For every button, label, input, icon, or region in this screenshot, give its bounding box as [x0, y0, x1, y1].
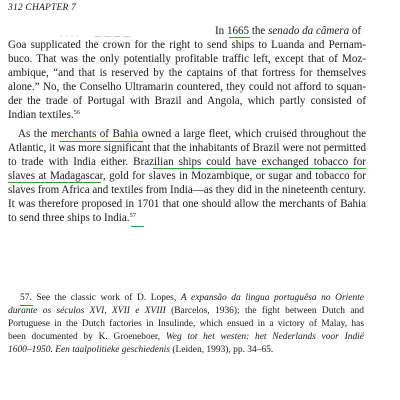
- underline-footnote-57: [20, 305, 33, 306]
- italic-title: durante os séculos XVI, XVII e XVIII: [8, 306, 166, 316]
- body-line-4: ambique, “and that is reserved by the captains of that fortress for themselves: [8, 67, 366, 79]
- italic-title: A expansão da lingua portuguêsa no Oriente: [180, 293, 365, 303]
- body-line-14: [8, 211, 136, 225]
- body-line-5: alone.” No, the Conselho Ultramarin countered, they could not afford to squan-: [8, 81, 366, 93]
- merchants-of-bahia: merchants of Bahia: [50, 128, 139, 140]
- body-line-9: Atlantic, it was more significant that the inhabitants of Brazil were not permitted: [8, 142, 366, 154]
- body-line-2: Goa supplicated the crown for the right to send ships to Luanda and Pernam-: [8, 39, 366, 51]
- text-segment: In: [215, 25, 227, 37]
- body-line-8: [18, 127, 366, 141]
- text-segment: (Leiden, 1993), pp. 34–65.: [169, 345, 274, 355]
- text-segment: been documented by K. Groeneboer,: [8, 332, 166, 342]
- text-segment: See the classic work of D. Lopes,: [31, 293, 181, 303]
- footnote-number-57: 57.: [20, 293, 32, 303]
- text-segment: (Barcelos, 1936); the fight between Dutch and: [165, 306, 364, 316]
- underlined-phrase: Brazilian ships could have exchanged tobacco for: [133, 156, 366, 168]
- footnote-ref-56: 56: [73, 109, 81, 116]
- italic-title: 1600–1950. Een taalpolitieke geschiedenis: [8, 345, 170, 355]
- footnote-line-3: Portuguese in the Dutch factories in Insulinde, which ensued in a victory of Malay, has: [8, 319, 364, 329]
- body-line-3: buco. That was the only potentially profitable traffic left, except that of Moz-: [8, 53, 366, 65]
- body-line-13: It was therefore proposed in 1701 that one should allow the merchants of Bahia: [8, 198, 366, 210]
- italic-title: Weg tot het westen: het Nederlands voor Indië: [165, 332, 364, 342]
- text-segment: the: [249, 25, 269, 37]
- footnote-line-1: [20, 292, 364, 305]
- footnote-line-2: [8, 305, 364, 318]
- body-line-1: [215, 24, 361, 38]
- text-segment: of: [349, 25, 362, 37]
- text-segment: to send three ships to India.: [8, 212, 130, 224]
- body-line-10: [8, 155, 366, 169]
- underline-footnote-ref-57: [131, 226, 144, 227]
- text-segment: Indian textiles.: [8, 109, 74, 121]
- underlined-phrase: slaves at Madagascar: [8, 170, 103, 182]
- year-1665: 1665: [226, 25, 250, 37]
- footnote-ref-57: 57: [129, 212, 136, 219]
- running-header: 312 CHAPTER 7: [8, 3, 77, 13]
- text-segment: , gold for slaves in Mozambique, or sugar and tobacco for: [102, 170, 366, 182]
- body-line-6: der the trade of Portugal with Brazil and Angola, which partly consisted of: [8, 95, 366, 107]
- footnote-line-4: [8, 331, 364, 344]
- faint-marks-right: — — — —: [95, 34, 131, 40]
- body-line-11: [8, 169, 366, 183]
- text-segment: As the: [18, 128, 51, 140]
- faint-marks-left: · · · ·: [60, 34, 80, 40]
- text-segment: to trade with India either.: [8, 156, 134, 168]
- underline-madagascar: [8, 182, 101, 183]
- underline-merchants-of-bahia: [60, 141, 143, 142]
- body-line-7: [8, 108, 80, 122]
- underline-brazilian-ships: [153, 168, 366, 169]
- body-line-12: slaves from Africa and textiles from India—as they did in the nineteenth century.: [8, 184, 366, 196]
- underline-1665: [229, 37, 250, 38]
- footnote-line-5: [8, 344, 273, 357]
- text-segment: owned a large fleet, which cruised throughout the: [138, 128, 367, 140]
- senado-da-camera: senado da câmera: [268, 25, 350, 37]
